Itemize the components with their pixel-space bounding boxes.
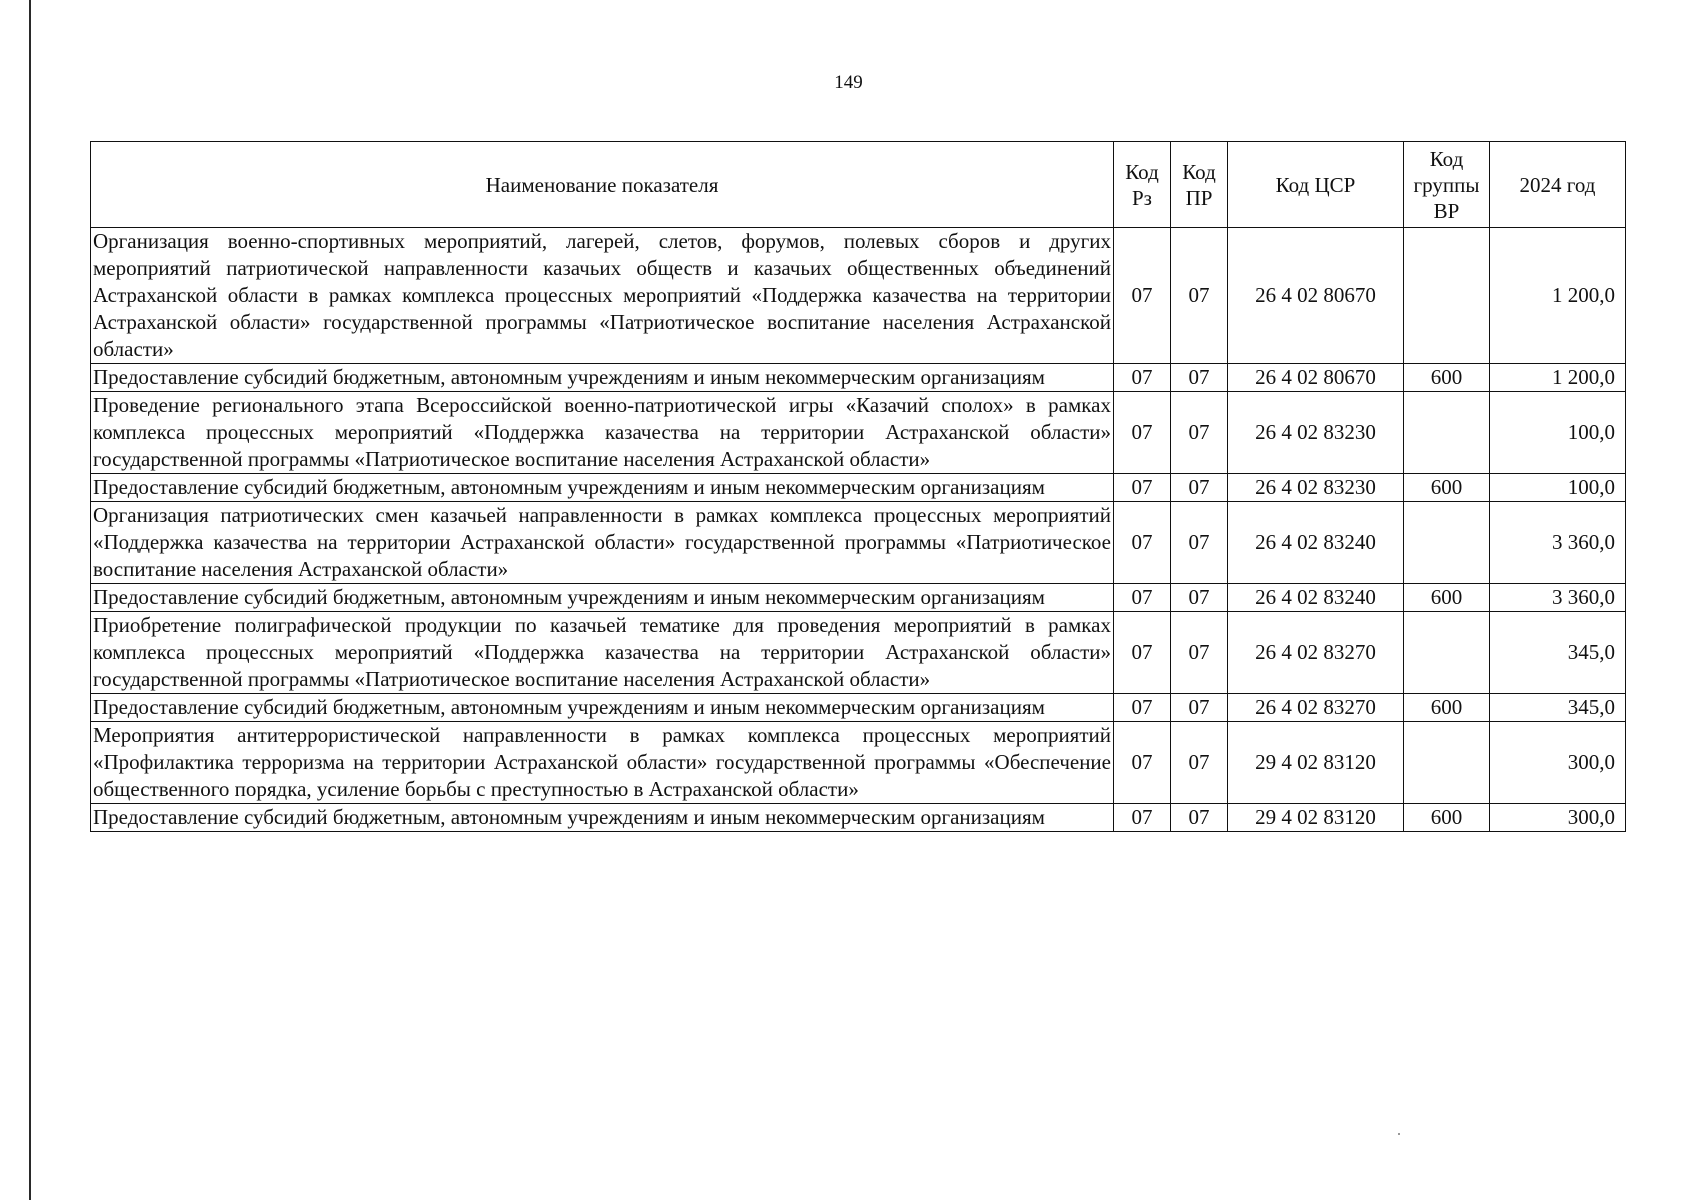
- row-pr-code: 07: [1171, 584, 1228, 612]
- row-indicator-name: Предоставление субсидий бюджетным, автономным учреждениям и иным некоммерческим организациям: [91, 584, 1114, 612]
- header-indicator-name: Наименование показателя: [91, 142, 1114, 228]
- row-rz-code: 07: [1114, 228, 1171, 364]
- row-rz-code: 07: [1114, 584, 1171, 612]
- row-amount: 100,0: [1490, 474, 1626, 502]
- row-csr-code: 26 4 02 83270: [1228, 694, 1404, 722]
- row-pr-code: 07: [1171, 694, 1228, 722]
- row-rz-code: 07: [1114, 804, 1171, 832]
- row-rz-code: 07: [1114, 474, 1171, 502]
- row-csr-code: 26 4 02 83240: [1228, 584, 1404, 612]
- row-indicator-name: Предоставление субсидий бюджетным, автономным учреждениям и иным некоммерческим организациям: [91, 474, 1114, 502]
- binding-margin-line: [29, 0, 31, 1200]
- row-csr-code: 26 4 02 83230: [1228, 392, 1404, 474]
- row-vr-group-code: [1404, 392, 1490, 474]
- row-indicator-name: Мероприятия антитеррористической направленности в рамках комплекса процессных мероприятий «Профилактика терроризма на территории Астраханской области» государственной программы «Обеспечение общественного порядка, усиление борьбы с преступностью в Астраханской области»: [91, 722, 1114, 804]
- row-vr-group-code: 600: [1404, 804, 1490, 832]
- row-pr-code: 07: [1171, 474, 1228, 502]
- table-row: [91, 474, 1626, 502]
- row-amount: 1 200,0: [1490, 228, 1626, 364]
- header-year-2024: 2024 год: [1490, 142, 1626, 228]
- row-amount: 345,0: [1490, 694, 1626, 722]
- header-rz-code: Код Рз: [1114, 142, 1171, 228]
- row-indicator-name: Организация патриотических смен казачьей направленности в рамках комплекса процессных мероприятий «Поддержка казачества на территории Астраханской области» государственной программы «Патриотическое воспитание населения Астраханской области»: [91, 502, 1114, 584]
- row-vr-group-code: [1404, 612, 1490, 694]
- row-pr-code: 07: [1171, 804, 1228, 832]
- row-pr-code: 07: [1171, 364, 1228, 392]
- row-amount: 300,0: [1490, 722, 1626, 804]
- row-rz-code: 07: [1114, 612, 1171, 694]
- row-pr-code: 07: [1171, 228, 1228, 364]
- row-indicator-name: Приобретение полиграфической продукции по казачьей тематике для проведения мероприятий в рамках комплекса процессных мероприятий «Поддержка казачества на территории Астраханской области» государственной программы «Патриотическое воспитание населения Астраханской области»: [91, 612, 1114, 694]
- row-indicator-name: Предоставление субсидий бюджетным, автономным учреждениям и иным некоммерческим организациям: [91, 364, 1114, 392]
- row-csr-code: 29 4 02 83120: [1228, 804, 1404, 832]
- row-amount: 1 200,0: [1490, 364, 1626, 392]
- row-csr-code: 29 4 02 83120: [1228, 722, 1404, 804]
- row-pr-code: 07: [1171, 612, 1228, 694]
- row-indicator-name: Предоставление субсидий бюджетным, автономным учреждениям и иным некоммерческим организациям: [91, 804, 1114, 832]
- header-csr-code: Код ЦСР: [1228, 142, 1404, 228]
- table-row: [91, 612, 1626, 694]
- row-indicator-name: Предоставление субсидий бюджетным, автономным учреждениям и иным некоммерческим организациям: [91, 694, 1114, 722]
- row-csr-code: 26 4 02 83240: [1228, 502, 1404, 584]
- row-indicator-name: Организация военно-спортивных мероприятий, лагерей, слетов, форумов, полевых сборов и других мероприятий патриотической направленности казачьих обществ и казачьих общественных объединений Астраханской области в рамках комплекса процессных мероприятий «Поддержка казачества на территории Астраханской области» государственной программы «Патриотическое воспитание населения Астраханской области»: [91, 228, 1114, 364]
- row-vr-group-code: [1404, 722, 1490, 804]
- header-pr-code: Код ПР: [1171, 142, 1228, 228]
- table-header-row: [91, 142, 1626, 228]
- table-row: [91, 584, 1626, 612]
- row-csr-code: 26 4 02 80670: [1228, 364, 1404, 392]
- row-rz-code: 07: [1114, 502, 1171, 584]
- row-amount: 3 360,0: [1490, 502, 1626, 584]
- budget-table: [90, 141, 1626, 832]
- row-amount: 100,0: [1490, 392, 1626, 474]
- scan-speck: [1398, 1133, 1400, 1135]
- row-vr-group-code: 600: [1404, 364, 1490, 392]
- row-vr-group-code: 600: [1404, 584, 1490, 612]
- header-vr-group-code: Код группы ВР: [1404, 142, 1490, 228]
- table-row: [91, 228, 1626, 364]
- table-row: [91, 694, 1626, 722]
- row-amount: 300,0: [1490, 804, 1626, 832]
- row-pr-code: 07: [1171, 392, 1228, 474]
- row-csr-code: 26 4 02 83270: [1228, 612, 1404, 694]
- page-number: 149: [834, 72, 863, 93]
- row-vr-group-code: [1404, 502, 1490, 584]
- row-rz-code: 07: [1114, 722, 1171, 804]
- row-pr-code: 07: [1171, 502, 1228, 584]
- table-row: [91, 392, 1626, 474]
- table-row: [91, 722, 1626, 804]
- table-row: [91, 804, 1626, 832]
- row-vr-group-code: 600: [1404, 474, 1490, 502]
- row-rz-code: 07: [1114, 392, 1171, 474]
- row-csr-code: 26 4 02 80670: [1228, 228, 1404, 364]
- table-row: [91, 502, 1626, 584]
- row-csr-code: 26 4 02 83230: [1228, 474, 1404, 502]
- row-amount: 3 360,0: [1490, 584, 1626, 612]
- row-amount: 345,0: [1490, 612, 1626, 694]
- row-rz-code: 07: [1114, 694, 1171, 722]
- row-vr-group-code: 600: [1404, 694, 1490, 722]
- row-rz-code: 07: [1114, 364, 1171, 392]
- row-vr-group-code: [1404, 228, 1490, 364]
- table-row: [91, 364, 1626, 392]
- row-indicator-name: Проведение регионального этапа Всероссийской военно-патриотической игры «Казачий сполох» в рамках комплекса процессных мероприятий «Поддержка казачества на территории Астраханской области» государственной программы «Патриотическое воспитание населения Астраханской области»: [91, 392, 1114, 474]
- row-pr-code: 07: [1171, 722, 1228, 804]
